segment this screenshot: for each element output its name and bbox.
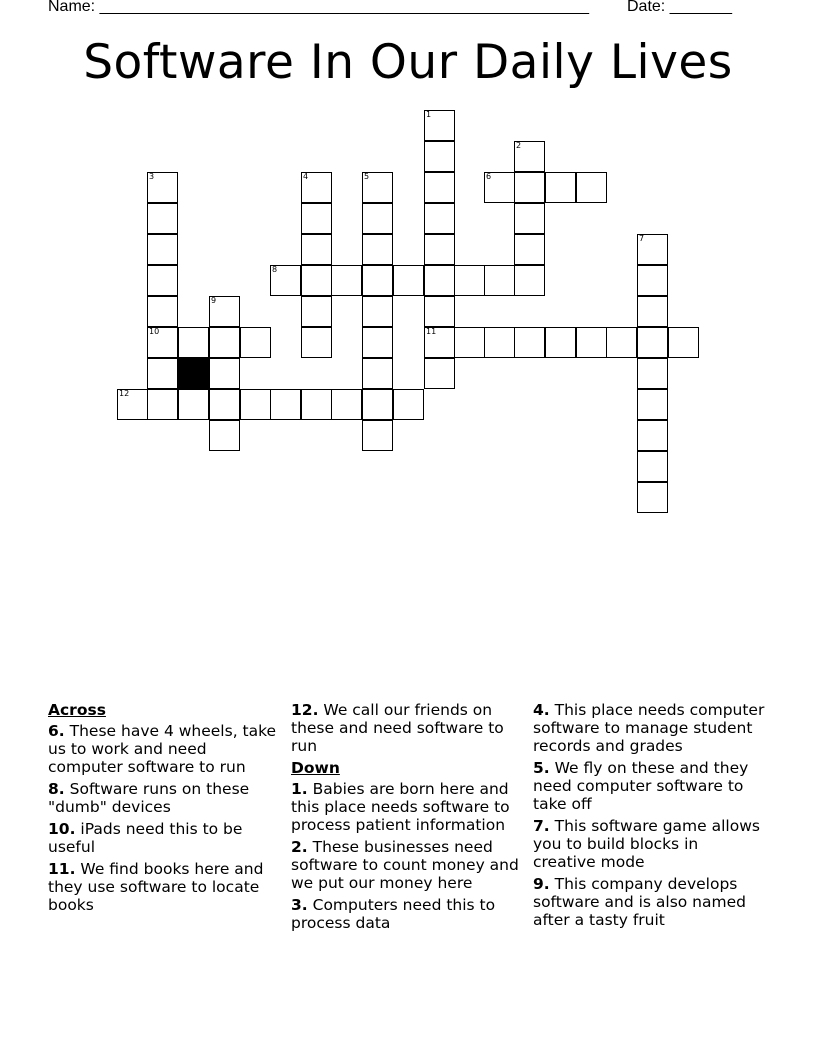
- clue-item: [48, 860, 280, 914]
- cell-number: 3: [149, 172, 155, 181]
- grid-cell[interactable]: [514, 141, 545, 172]
- clue-item: [48, 820, 280, 856]
- cell-number: 8: [272, 265, 278, 274]
- grid-cell[interactable]: [270, 389, 301, 420]
- clue-number: 10.: [48, 820, 76, 838]
- grid-cell[interactable]: [606, 327, 637, 358]
- grid-cell[interactable]: [362, 265, 393, 296]
- clue-number: 3.: [291, 896, 308, 914]
- grid-cell[interactable]: [301, 203, 332, 234]
- clue-number: 1.: [291, 780, 308, 798]
- grid-cell[interactable]: [362, 203, 393, 234]
- down-heading: Down: [291, 759, 340, 777]
- grid-cell[interactable]: [576, 327, 607, 358]
- cell-number: 9: [211, 296, 217, 305]
- cell-number: 5: [364, 172, 370, 181]
- grid-cell[interactable]: [362, 327, 393, 358]
- clue-text: Babies are born here and this place needs software to process patient information: [291, 780, 510, 834]
- grid-cell[interactable]: [331, 265, 362, 296]
- grid-cell[interactable]: [147, 172, 178, 203]
- grid-cell[interactable]: [362, 389, 393, 420]
- clue-item: [291, 896, 523, 932]
- grid-cell[interactable]: [424, 110, 455, 141]
- grid-cell[interactable]: [424, 327, 455, 358]
- clues-column-3: [533, 701, 765, 933]
- grid-cell[interactable]: [362, 420, 393, 451]
- clue-text: We call our friends on these and need software to run: [291, 701, 504, 755]
- grid-cell[interactable]: [637, 482, 668, 513]
- grid-cell[interactable]: [301, 389, 332, 420]
- clue-item: [48, 722, 280, 776]
- cell-number: 6: [486, 172, 492, 181]
- clues-column-1: [48, 701, 280, 918]
- grid-cell[interactable]: [576, 172, 607, 203]
- grid-cell[interactable]: [147, 234, 178, 265]
- grid-cell[interactable]: [424, 296, 455, 327]
- grid-cell[interactable]: [514, 172, 545, 203]
- clue-number: 7.: [533, 817, 550, 835]
- clue-text: We find books here and they use software to locate books: [48, 860, 264, 914]
- date-field[interactable]: Date: _______: [627, 0, 732, 15]
- grid-cell[interactable]: [668, 327, 699, 358]
- clue-text: iPads need this to be useful: [48, 820, 243, 856]
- grid-cell[interactable]: [362, 358, 393, 389]
- grid-cell[interactable]: [424, 265, 455, 296]
- clue-text: We fly on these and they need computer software to take off: [533, 759, 749, 813]
- grid-cell[interactable]: [362, 172, 393, 203]
- grid-cell[interactable]: [393, 265, 424, 296]
- cell-number: 2: [516, 141, 522, 150]
- cell-number: 7: [639, 234, 645, 243]
- grid-cell[interactable]: [270, 265, 301, 296]
- grid-cell[interactable]: [424, 358, 455, 389]
- grid-cell[interactable]: [147, 389, 178, 420]
- grid-cell[interactable]: [514, 265, 545, 296]
- grid-cell[interactable]: [147, 203, 178, 234]
- grid-cell[interactable]: [637, 296, 668, 327]
- grid-cell[interactable]: [178, 389, 209, 420]
- clue-text: These have 4 wheels, take us to work and need computer software to run: [48, 722, 277, 776]
- cell-number: 4: [303, 172, 309, 181]
- grid-cell[interactable]: [178, 327, 209, 358]
- grid-cell[interactable]: [301, 172, 332, 203]
- grid-cell[interactable]: [484, 172, 515, 203]
- grid-cell[interactable]: [209, 327, 240, 358]
- grid-cell[interactable]: [301, 234, 332, 265]
- clue-text: These businesses need software to count money and we put our money here: [291, 838, 519, 892]
- clue-number: 4.: [533, 701, 550, 719]
- grid-cell[interactable]: [393, 389, 424, 420]
- grid-cell[interactable]: [424, 172, 455, 203]
- clue-item: [291, 838, 523, 892]
- grid-cell[interactable]: [209, 358, 240, 389]
- grid-cell[interactable]: [454, 265, 485, 296]
- grid-cell[interactable]: [147, 358, 178, 389]
- grid-cell[interactable]: [514, 327, 545, 358]
- grid-cell[interactable]: [209, 420, 240, 451]
- clue-item: [533, 875, 765, 929]
- grid-cell[interactable]: [637, 358, 668, 389]
- name-field[interactable]: Name: _______________________________________________________: [48, 0, 589, 15]
- clue-number: 5.: [533, 759, 550, 777]
- clue-item: [48, 780, 280, 816]
- grid-cell[interactable]: [209, 296, 240, 327]
- blocked-cell: [178, 358, 209, 389]
- grid-cell[interactable]: [301, 296, 332, 327]
- grid-cell[interactable]: [514, 203, 545, 234]
- grid-cell[interactable]: [637, 327, 668, 358]
- grid-cell[interactable]: [301, 265, 332, 296]
- grid-cell[interactable]: [545, 327, 576, 358]
- cell-number: 11: [426, 327, 437, 336]
- grid-cell[interactable]: [637, 389, 668, 420]
- cell-number: 12: [119, 389, 130, 398]
- clues-column-2: [291, 701, 523, 936]
- grid-cell[interactable]: [117, 389, 148, 420]
- clue-item: [533, 759, 765, 813]
- grid-cell[interactable]: [362, 234, 393, 265]
- grid-cell[interactable]: [147, 296, 178, 327]
- clue-text: This place needs computer software to manage student records and grades: [533, 701, 765, 755]
- grid-cell[interactable]: [147, 327, 178, 358]
- clue-text: Software runs on these "dumb" devices: [48, 780, 250, 816]
- clue-number: 9.: [533, 875, 550, 893]
- grid-cell[interactable]: [301, 327, 332, 358]
- clue-number: 8.: [48, 780, 65, 798]
- grid-cell[interactable]: [209, 389, 240, 420]
- cell-number: 10: [149, 327, 160, 336]
- grid-cell[interactable]: [637, 420, 668, 451]
- grid-cell[interactable]: [514, 234, 545, 265]
- clue-number: 6.: [48, 722, 65, 740]
- grid-cell[interactable]: [240, 389, 271, 420]
- clue-item: [533, 817, 765, 871]
- grid-cell[interactable]: [637, 451, 668, 482]
- clue-number: 2.: [291, 838, 308, 856]
- grid-cell[interactable]: [424, 203, 455, 234]
- grid-cell[interactable]: [484, 327, 515, 358]
- grid-cell[interactable]: [637, 265, 668, 296]
- grid-cell[interactable]: [637, 234, 668, 265]
- clue-text: This company develops software and is also named after a tasty fruit: [533, 875, 746, 929]
- puzzle-title: Software In Our Daily Lives: [83, 35, 733, 90]
- grid-cell[interactable]: [484, 265, 515, 296]
- clue-number: 11.: [48, 860, 76, 878]
- grid-cell[interactable]: [331, 389, 362, 420]
- grid-cell[interactable]: [240, 327, 271, 358]
- clue-text: This software game allows you to build blocks in creative mode: [533, 817, 760, 871]
- grid-cell[interactable]: [424, 141, 455, 172]
- across-heading: Across: [48, 701, 106, 719]
- clue-item: [291, 701, 523, 755]
- clue-number: 12.: [291, 701, 319, 719]
- grid-cell[interactable]: [454, 327, 485, 358]
- grid-cell[interactable]: [147, 265, 178, 296]
- cell-number: 1: [426, 110, 432, 119]
- clue-item: [533, 701, 765, 755]
- clue-item: [291, 780, 523, 834]
- clue-text: Computers need this to process data: [291, 896, 496, 932]
- grid-cell[interactable]: [362, 296, 393, 327]
- grid-cell[interactable]: [424, 234, 455, 265]
- grid-cell[interactable]: [545, 172, 576, 203]
